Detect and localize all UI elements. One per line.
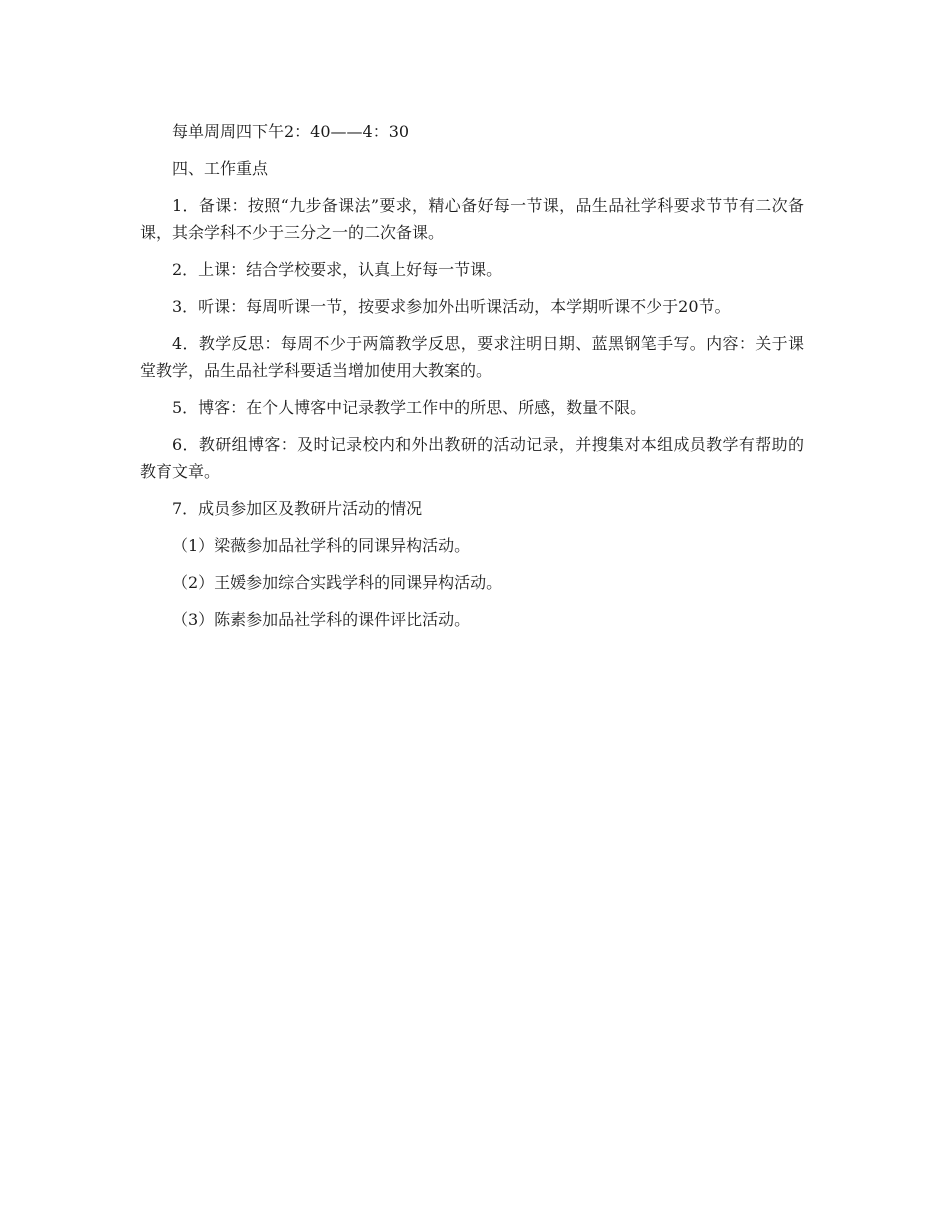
- item-reflection: 4．教学反思：每周不少于两篇教学反思，要求注明日期、蓝黑钢笔手写。内容：关于课堂教学，品生品社学科要适当增加使用大教案的。: [140, 334, 804, 380]
- section-heading: 四、工作重点: [172, 159, 269, 178]
- item-lesson-prep: 1．备课：按照“九步备课法”要求，精心备好每一节课，品生品社学科要求节节有二次备课，其余学科不少于三分之一的二次备课。: [140, 196, 804, 242]
- item-member-activities: 7．成员参加区及教研片活动的情况: [172, 499, 423, 518]
- item-blog: 5．博客：在个人博客中记录教学工作中的所思、所感，数量不限。: [172, 398, 647, 417]
- item-group-blog: 6．教研组博客：及时记录校内和外出教研的活动记录，并搜集对本组成员教学有帮助的教育文章。: [140, 435, 804, 481]
- sub-item-3: （3）陈素参加品社学科的课件评比活动。: [172, 610, 471, 629]
- sub-item-2: （2）王媛参加综合实践学科的同课异构活动。: [172, 573, 503, 592]
- item-observation: 3．听课：每周听课一节，按要求参加外出听课活动，本学期听课不少于20节。: [172, 297, 731, 316]
- document-body: [140, 118, 804, 643]
- item-teaching: 2．上课：结合学校要求，认真上好每一节课。: [172, 260, 503, 279]
- sub-item-1: （1）梁薇参加品社学科的同课异构活动。: [172, 536, 471, 555]
- schedule-line: 每单周周四下午2：40——4：30: [172, 122, 410, 141]
